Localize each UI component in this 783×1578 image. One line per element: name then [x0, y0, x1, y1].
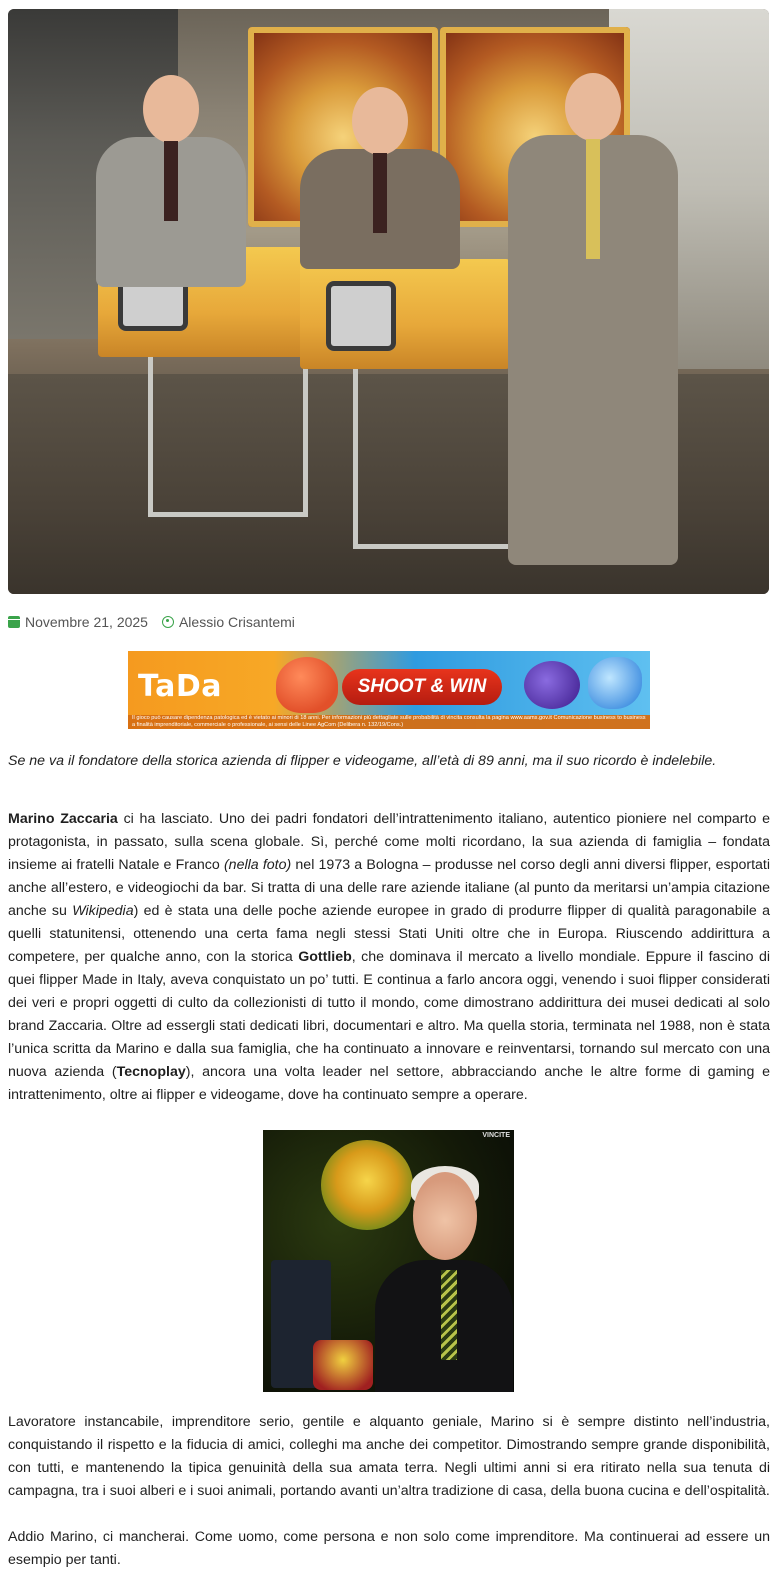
italic-span: Wikipedia: [72, 903, 134, 919]
article-lead: Se ne va il fondatore della storica azienda di flipper e videogame, all’età di 89 anni, ma il suo ricordo è indelebile.: [8, 753, 717, 769]
octopus-mascot-icon: [276, 657, 338, 713]
ad-brand-logo: TaDa: [138, 669, 222, 704]
italic-span: (nella foto): [223, 857, 292, 873]
article-paragraph: Addio Marino, ci mancherai. Come uomo, come persona e non solo come imprenditore. Ma continuerai ad essere un esempio per tanti.: [8, 1529, 770, 1568]
slot-machine-topper: [313, 1340, 373, 1390]
shark-mascot-icon: [588, 657, 642, 709]
fish-mascot-icon: [524, 661, 580, 709]
bold-span: Tecnoplay: [116, 1064, 186, 1080]
coin-door: [326, 281, 396, 351]
bold-span: Gottlieb: [298, 949, 352, 965]
ad-banner[interactable]: [128, 651, 650, 729]
slot-sign: [321, 1140, 413, 1230]
hero-photo: [8, 9, 769, 594]
calendar-icon: [8, 616, 20, 628]
portrait-photo: [263, 1130, 514, 1392]
text-span: ) ed è stata una delle poche aziende europee in grado di produrre flipper di qualità paragonabile a quelli statunitensi, ottenendo una certa fama negli stessi Stati Uniti oltre che in Europa. Riuscendo addirittura a competere, per qualche anno, con la storica: [8, 903, 770, 965]
article-paragraph: Lavoratore instancabile, imprenditore serio, gentile e alquanto geniale, Marino si è sempre distinto nell’industria, conquistando il rispetto e la fiducia di amici, colleghi ma anche dei competitor. Dimostrando sempre grande disponibilità, con tutti, e mantenendo la tipica genuinità della sua amata terra. Negli ultimi anni si era ritirato nella sua tenuta di campagna, tra i suoi alberi e i suoi animali, portando avanti un’altra tradizione di casa, della buona cucina e dell’ospitalità.: [8, 1414, 770, 1499]
text-span: , che dominava il mercato a livello mondiale. Eppure il fascino di quei flipper Made in Italy, aveva conquistato un po’ tutti. E continua a farlo ancora oggi, venendo i suoi flipper considerati dei veri e propri oggetti di culto da collezionisti di tutto il mondo, come dimostrano addirittura dei musei dedicati al solo brand Zaccaria. Oltre ad essergli stati dedicati libri, documentari e altro. Ma quella storia, terminata nel 1988, non è stata l’unica scritta da Marino e dalla sua famiglia, che ha continuato a innovare e reinventarsi, tornando sul mercato con una nuova azienda (: [8, 949, 770, 1080]
post-author-link[interactable]: Alessio Crisantemi: [178, 614, 295, 630]
ad-disclaimer: Il gioco può causare dipendenza patologica ed è vietato ai minori di 18 anni. Per informazioni più dettagliate sulle probabilità di vincita consulta la pagina www.aams.gov.it Comunicazione business to business a finalità imprenditoriale, commerciale o professionale, ai sensi delle Linee AgCom (Delibera n. 132/19/Cons.): [128, 715, 650, 729]
post-date-link[interactable]: Novembre 21, 2025: [25, 614, 148, 630]
article-paragraph: [8, 808, 770, 1107]
pinball-legs: [353, 369, 528, 549]
bold-name: Marino Zaccaria: [8, 811, 118, 827]
ad-cta-button[interactable]: SHOOT & WIN: [342, 669, 502, 705]
person: [508, 135, 678, 565]
person: [96, 137, 246, 287]
person-tie: [441, 1270, 457, 1360]
person: [300, 149, 460, 269]
text-span: nel 1973 a Bologna – produsse nel corso degli anni diversi flipper, esportati anche all’estero, e videogiochi da bar. Si tratta di una delle rare aziende italiane (al punto da meritarsi un’ampia citazione anche su: [8, 857, 770, 919]
pinball-legs: [148, 357, 308, 517]
text-span: ), ancora una volta leader nel settore, abbracciando anche le altre forme di gaming e intrattenimento, oltre ai flipper e videogame, dove ha continuato sempre a operare.: [8, 1064, 770, 1103]
post-meta: [8, 612, 295, 632]
vincite-sign: VINCITE: [482, 1132, 510, 1139]
user-icon: [162, 616, 174, 628]
text-span: ci ha lasciato. Uno dei padri fondatori dell’intrattenimento italiano, autentico pioniere nel comparto e protagonista, in passato, sulla scena globale. Sì, perché come molti ricordano, la sua azienda di famiglia – fondata insieme ai fratelli Natale e Franco: [8, 811, 770, 873]
person-head: [413, 1172, 477, 1260]
